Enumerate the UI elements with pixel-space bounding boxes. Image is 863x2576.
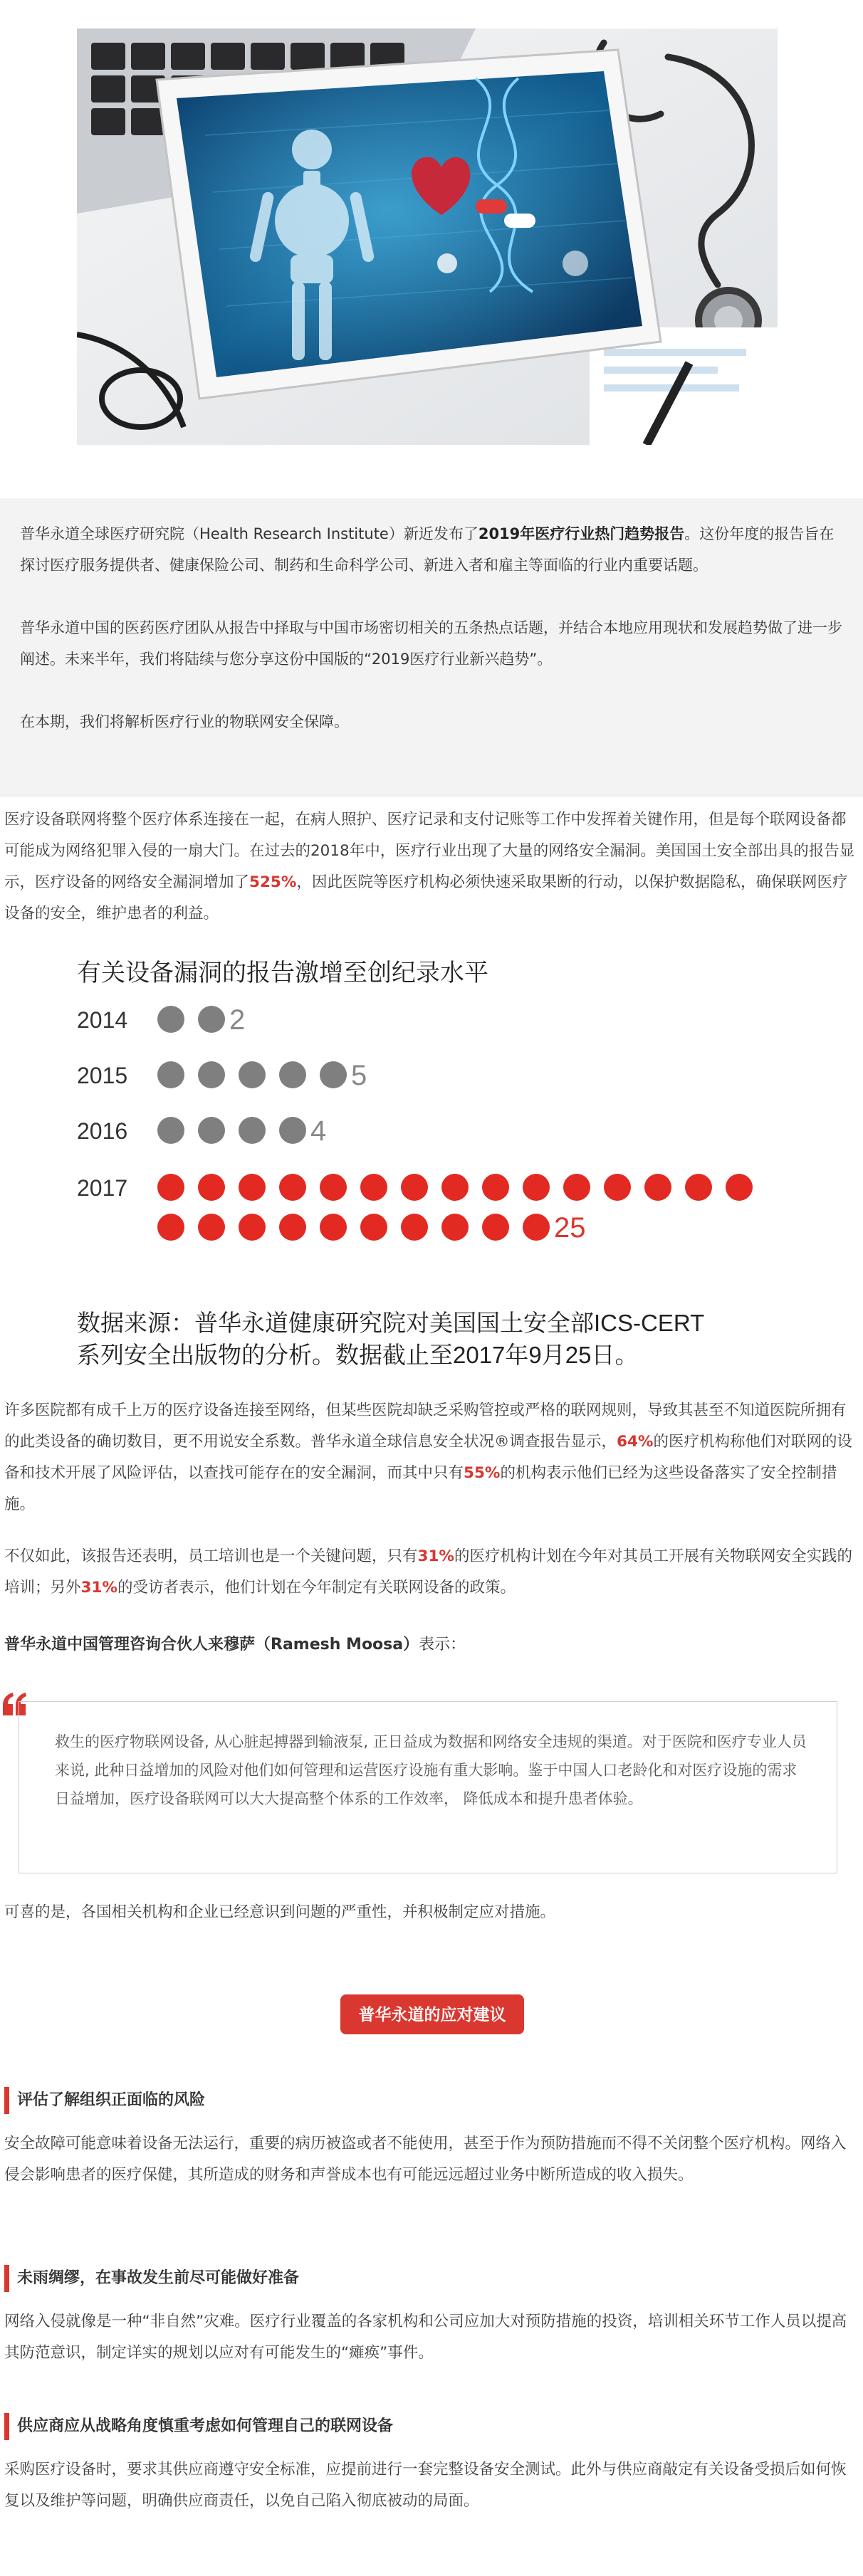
highlight-percent: 55%	[464, 1464, 501, 1482]
dot-2017-21	[360, 1214, 387, 1241]
dot-2015-1	[157, 1061, 184, 1088]
hero-image	[77, 28, 778, 445]
intro-text: 。这份年度的报告旨在探讨医疗服务提供者、健康保险公司、制药和生命科学公司、新进入者和雇主等面临的行业内重要话题。	[20, 525, 835, 574]
count-label-2015: 5	[351, 1060, 367, 1091]
dot-2017-15	[726, 1174, 753, 1201]
speaker-name: 普华永道中国管理咨询合伙人来穆萨（Ramesh Moosa）	[4, 1636, 419, 1654]
quote-box	[19, 1701, 837, 1873]
dot-2017-23	[441, 1214, 469, 1241]
paragraph-text: 不仅如此，该报告还表明，员工培训也是一个关键问题，只有	[4, 1547, 418, 1565]
intro-panel	[0, 498, 863, 797]
paragraph-text: ，因此医院等医疗机构必须快速采取果断的行动，以保护数据隐私，确保联网医疗设备的安全，维护患者的利益。	[4, 873, 848, 922]
chart-svg	[77, 947, 778, 1381]
count-label-2016: 4	[310, 1115, 327, 1147]
vulnerability-chart	[77, 947, 778, 1381]
paragraph-text: 的受访者表示，他们计划在今年制定有关联网设备的政策。	[117, 1579, 516, 1597]
dot-2017-1	[157, 1174, 184, 1201]
count-label-2017: 25	[554, 1212, 586, 1244]
dot-2017-9	[482, 1174, 509, 1201]
dot-2017-22	[401, 1214, 428, 1241]
intro-paragraph-3: 在本期，我们将解析医疗行业的物联网安全保障。	[20, 713, 349, 730]
year-label-2015: 2015	[77, 1063, 128, 1088]
paragraph-text: 的医疗机构计划在今年对其员工开展有关物联网安全实践的培训；另外	[4, 1547, 852, 1597]
highlight-percent: 31%	[80, 1579, 117, 1597]
dot-2017-12	[604, 1174, 631, 1201]
dot-2017-17	[198, 1214, 225, 1241]
intro-paragraph-2: 普华永道中国的医药医疗团队从报告中择取与中国市场密切相关的五条热点话题，并结合本地应用现状和发展趋势做了进一步阐述。未来半年，我们将陆续与您分享这份中国版的“2019医疗行业新兴趋势”。	[20, 619, 842, 668]
dot-2017-11	[563, 1174, 590, 1201]
dot-2017-8	[441, 1174, 469, 1201]
dot-2014-2	[198, 1006, 225, 1033]
dot-2015-5	[320, 1061, 347, 1088]
paragraph-positive-note: 可喜的是，各国相关机构和企业已经意识到问题的严重性，并积极制定应对措施。	[4, 1903, 556, 1921]
dot-2016-1	[157, 1117, 184, 1144]
count-label-2014: 2	[229, 1004, 246, 1036]
dot-2016-2	[198, 1117, 225, 1144]
tablet	[157, 50, 661, 399]
paragraph-risk-assessment	[4, 1395, 859, 1520]
dot-2017-14	[685, 1174, 712, 1201]
intro-paragraph-1	[20, 518, 843, 581]
paragraph-text: 的机构表示他们已经为这些设备落实了安全控制措施。	[4, 1464, 837, 1513]
dot-2017-7	[401, 1174, 428, 1201]
intro-text: 普华永道全球医疗研究院（Health Research Institute）新近发布了	[20, 525, 478, 542]
dot-2017-6	[360, 1174, 387, 1201]
dot-2017-20	[320, 1214, 347, 1241]
report-title: 2019年医疗行业热门趋势报告	[478, 525, 685, 542]
year-label-2014: 2014	[77, 1007, 128, 1033]
dot-2015-3	[239, 1061, 266, 1088]
highlight-percent: 31%	[417, 1547, 454, 1565]
chart-rows	[77, 1004, 753, 1244]
recommendations-button[interactable]: 普华永道的应对建议	[340, 1994, 524, 2034]
dot-2015-2	[198, 1061, 225, 1088]
dot-2017-18	[239, 1214, 266, 1241]
dot-2017-16	[157, 1214, 184, 1241]
year-label-2017: 2017	[77, 1175, 128, 1201]
section-title-prepare: 未雨绸缪，在事故发生前尽可能做好准备	[4, 2265, 299, 2292]
chart-source-line-2: 系列安全出版物的分析。数据截止至2017年9月25日。	[77, 1342, 639, 1368]
section-text-suppliers: 采购医疗设备时，要求其供应商遵守安全标准，应提前进行一套完整设备安全测试。此外与供应商敲定有关设备受损后如何恢复以及维护等问题，明确供应商责任，以免自己陷入彻底被动的局面。	[4, 2461, 847, 2510]
dot-2017-19	[279, 1214, 306, 1241]
section-text-prepare: 网络入侵就像是一种“非自然”灾难。医疗行业覆盖的各家机构和公司应加大对预防措施的投资，培训相关环节工作人员以提高其防范意识，制定详实的规划以应对有可能发生的“瘫痪”事件。	[4, 2313, 847, 2362]
dot-2016-3	[239, 1117, 266, 1144]
dot-2017-2	[198, 1174, 225, 1201]
quote-text: 救生的医疗物联网设备, 从心脏起搏器到输液泵, 正日益成为数据和网络安全违规的渠道。对于医院和医疗专业人员来说, 此种日益增加的风险对他们如何管理和运营医疗设施有重大影响。鉴于中国人口老龄化和对医疗设施的需求日益增加，医疗设备联网可以大大提高整个体系的工作效率， 降低成本和提升患者体验。	[55, 1733, 807, 1807]
chart-source-line-1: 数据来源：普华永道健康研究院对美国国土安全部ICS-CERT	[77, 1310, 705, 1336]
dot-2017-25	[523, 1214, 550, 1241]
dot-2014-1	[157, 1006, 184, 1033]
highlight-percent: 525%	[249, 873, 297, 891]
medical-tablet-illustration	[77, 28, 778, 445]
paragraph-text: 许多医院都有成千上万的医疗设备连接至网络，但某些医院却缺乏采购管控或严格的联网规则，导致其甚至不知道医院所拥有的此类设备的确切数目，更不用说安全系数。普华永道全球信息安全状况®调查报告显示，	[4, 1402, 847, 1451]
dot-2015-4	[279, 1061, 306, 1088]
highlight-percent: 64%	[617, 1433, 654, 1451]
dot-2017-5	[320, 1174, 347, 1201]
dot-2017-10	[523, 1174, 550, 1201]
section-title-suppliers: 供应商应从战略角度慎重考虑如何管理自己的联网设备	[4, 2413, 393, 2440]
dot-2017-4	[279, 1174, 306, 1201]
dot-2017-13	[644, 1174, 671, 1201]
paragraph-iot-overview	[4, 804, 859, 930]
year-label-2016: 2016	[77, 1118, 128, 1144]
paragraph-staff-training	[4, 1541, 859, 1604]
dot-2017-3	[239, 1174, 266, 1201]
dot-2016-4	[279, 1117, 306, 1144]
section-text-risk: 安全故障可能意味着设备无法运行，重要的病历被盗或者不能使用，甚至于作为预防措施而不得不关闭整个医疗机构。网络入侵会影响患者的医疗保健，其所造成的财务和声誉成本也有可能远远超过业务中断所造成的收入损失。	[4, 2135, 847, 2184]
paragraph-text: 的医疗机构称他们对联网的设备和技术开展了风险评估，以查找可能存在的安全漏洞，而其中只有	[4, 1433, 852, 1482]
speaker-line	[4, 1632, 466, 1654]
section-title-risk: 评估了解组织正面临的风险	[4, 2087, 205, 2114]
paragraph-text: 医疗设备联网将整个医疗体系连接在一起，在病人照护、医疗记录和支付记账等工作中发挥着关键作用，但是每个联网设备都可能成为网络犯罪入侵的一扇大门。在过去的2018年中，医疗行业出现了大量的网络安全漏洞。美国国土安全部出具的报告显示，医疗设备的网络安全漏洞增加了	[4, 811, 855, 891]
chart-title: 有关设备漏洞的报告激增至创纪录水平	[77, 960, 488, 987]
speaker-suffix: 表示：	[419, 1636, 466, 1654]
dot-2017-24	[482, 1214, 509, 1241]
